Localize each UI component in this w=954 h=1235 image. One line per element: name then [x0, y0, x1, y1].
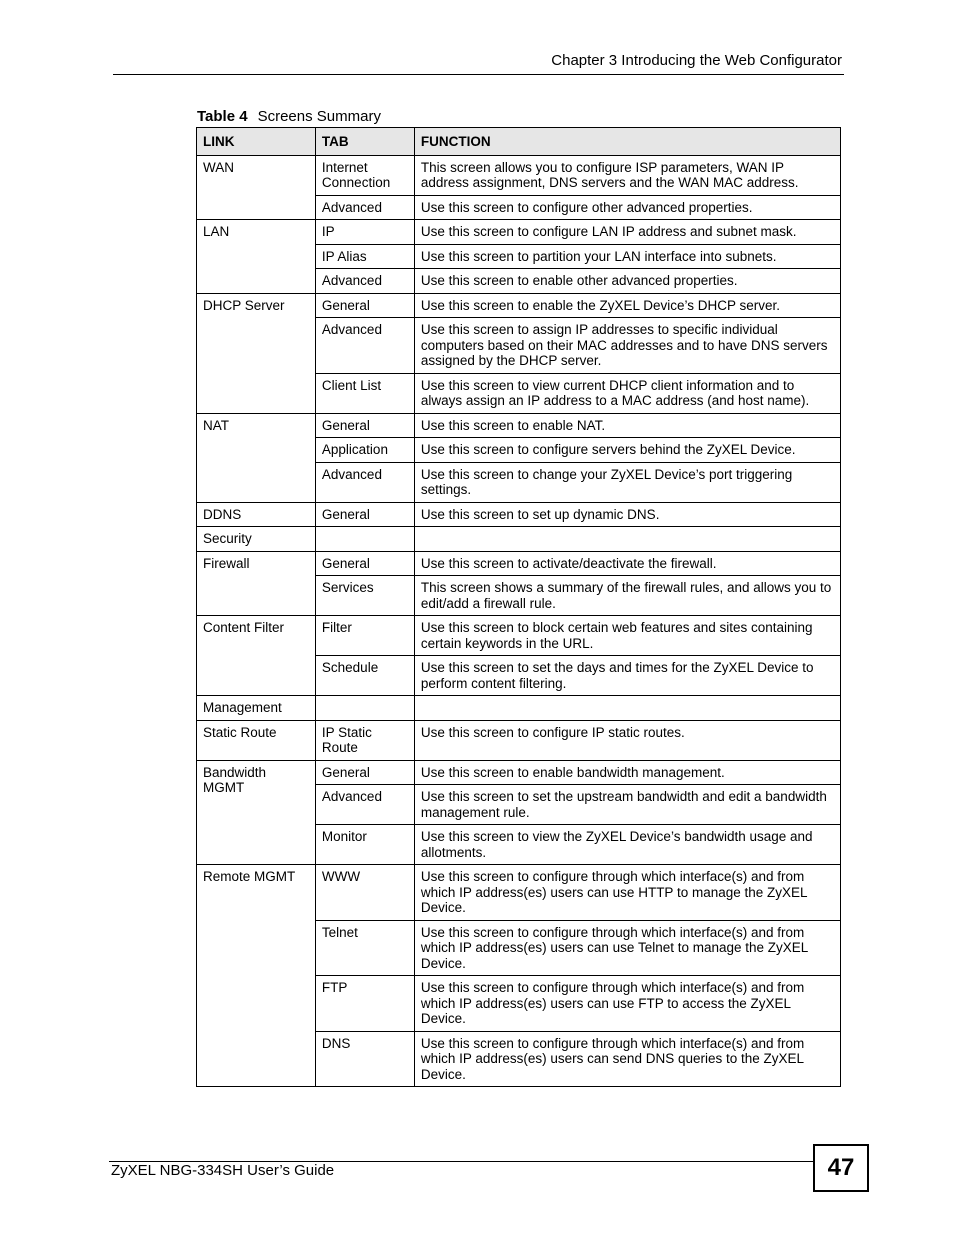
- cell-tab: Application: [315, 438, 414, 463]
- cell-function: Use this screen to partition your LAN interface into subnets.: [414, 244, 840, 269]
- table-caption-label: Table 4: [197, 108, 248, 125]
- guide-title: ZyXEL NBG-334SH User’s Guide: [111, 1162, 335, 1179]
- cell-function: Use this screen to enable other advanced properties.: [414, 269, 840, 294]
- cell-tab: [315, 696, 414, 721]
- cell-tab: Services: [315, 576, 414, 616]
- cell-link: Remote MGMT: [197, 865, 316, 1087]
- cell-function: Use this screen to configure through which interface(s) and from which IP address(es) users can use FTP to access the ZyXEL Device.: [414, 976, 840, 1032]
- table-row: [197, 155, 841, 195]
- table-row: [197, 551, 841, 576]
- cell-tab: Advanced: [315, 462, 414, 502]
- cell-link: Static Route: [197, 720, 316, 760]
- cell-link: Management: [197, 696, 316, 721]
- cell-link: Bandwidth MGMT: [197, 760, 316, 865]
- header-function: FUNCTION: [414, 128, 840, 156]
- cell-function: Use this screen to assign IP addresses to specific individual computers based on their MAC addresses and to have DNS servers assigned by the DHCP server.: [414, 318, 840, 374]
- cell-function: Use this screen to set up dynamic DNS.: [414, 502, 840, 527]
- cell-link: LAN: [197, 220, 316, 294]
- cell-function: Use this screen to enable the ZyXEL Device’s DHCP server.: [414, 293, 840, 318]
- header-rule: [113, 74, 844, 75]
- cell-function: Use this screen to view current DHCP client information and to always assign an IP address to a MAC address (and host name).: [414, 373, 840, 413]
- cell-function: Use this screen to change your ZyXEL Device’s port triggering settings.: [414, 462, 840, 502]
- cell-link: Security: [197, 527, 316, 552]
- cell-tab: IP: [315, 220, 414, 245]
- cell-tab: Schedule: [315, 656, 414, 696]
- table-header-row: [197, 128, 841, 156]
- cell-function: Use this screen to configure through which interface(s) and from which IP address(es) users can use Telnet to manage the ZyXEL Device.: [414, 920, 840, 976]
- cell-function: Use this screen to set the days and times for the ZyXEL Device to perform content filtering.: [414, 656, 840, 696]
- cell-tab: Advanced: [315, 195, 414, 220]
- cell-link: NAT: [197, 413, 316, 502]
- cell-tab: General: [315, 551, 414, 576]
- cell-link: WAN: [197, 155, 316, 220]
- cell-tab: General: [315, 760, 414, 785]
- cell-tab: IP Alias: [315, 244, 414, 269]
- cell-function: Use this screen to set the upstream bandwidth and edit a bandwidth management rule.: [414, 785, 840, 825]
- table-row: [197, 616, 841, 656]
- cell-tab: Advanced: [315, 318, 414, 374]
- chapter-header: Chapter 3 Introducing the Web Configurator: [551, 52, 842, 69]
- cell-function: Use this screen to configure LAN IP address and subnet mask.: [414, 220, 840, 245]
- table-row: [197, 413, 841, 438]
- table-row: [197, 760, 841, 785]
- table-caption: [197, 108, 381, 125]
- cell-tab: Client List: [315, 373, 414, 413]
- cell-function: Use this screen to block certain web features and sites containing certain keywords in the URL.: [414, 616, 840, 656]
- table-body: [197, 155, 841, 1087]
- cell-tab: Filter: [315, 616, 414, 656]
- cell-tab: DNS: [315, 1031, 414, 1087]
- table-row: [197, 293, 841, 318]
- cell-tab: IP Static Route: [315, 720, 414, 760]
- cell-function: This screen allows you to configure ISP parameters, WAN IP address assignment, DNS servers and the WAN MAC address.: [414, 155, 840, 195]
- cell-function: Use this screen to activate/deactivate the firewall.: [414, 551, 840, 576]
- header-link: LINK: [197, 128, 316, 156]
- cell-tab: Advanced: [315, 269, 414, 294]
- table-row: [197, 865, 841, 921]
- cell-tab: General: [315, 413, 414, 438]
- table-row: [197, 220, 841, 245]
- table-row: [197, 696, 841, 721]
- table-row: [197, 720, 841, 760]
- cell-link: DDNS: [197, 502, 316, 527]
- cell-function: Use this screen to view the ZyXEL Device’s bandwidth usage and allotments.: [414, 825, 840, 865]
- cell-tab: Internet Connection: [315, 155, 414, 195]
- table-row: [197, 502, 841, 527]
- cell-tab: General: [315, 293, 414, 318]
- cell-tab: [315, 527, 414, 552]
- cell-function: Use this screen to configure through which interface(s) and from which IP address(es) users can use HTTP to manage the ZyXEL Device.: [414, 865, 840, 921]
- screens-summary-table: [196, 127, 841, 1087]
- table-caption-title: Screens Summary: [257, 108, 381, 125]
- cell-function: This screen shows a summary of the firewall rules, and allows you to edit/add a firewall rule.: [414, 576, 840, 616]
- cell-function: Use this screen to configure IP static routes.: [414, 720, 840, 760]
- table-row: [197, 527, 841, 552]
- cell-tab: WWW: [315, 865, 414, 921]
- cell-function: Use this screen to configure servers behind the ZyXEL Device.: [414, 438, 840, 463]
- cell-link: Content Filter: [197, 616, 316, 696]
- cell-function: Use this screen to configure other advanced properties.: [414, 195, 840, 220]
- header-tab: TAB: [315, 128, 414, 156]
- cell-tab: FTP: [315, 976, 414, 1032]
- cell-function: [414, 527, 840, 552]
- cell-tab: General: [315, 502, 414, 527]
- cell-function: Use this screen to enable NAT.: [414, 413, 840, 438]
- page-number: 47: [813, 1144, 869, 1192]
- cell-function: [414, 696, 840, 721]
- cell-tab: Monitor: [315, 825, 414, 865]
- cell-link: DHCP Server: [197, 293, 316, 413]
- cell-function: Use this screen to enable bandwidth management.: [414, 760, 840, 785]
- cell-tab: Advanced: [315, 785, 414, 825]
- cell-function: Use this screen to configure through which interface(s) and from which IP address(es) users can send DNS queries to the ZyXEL Device.: [414, 1031, 840, 1087]
- cell-tab: Telnet: [315, 920, 414, 976]
- cell-link: Firewall: [197, 551, 316, 616]
